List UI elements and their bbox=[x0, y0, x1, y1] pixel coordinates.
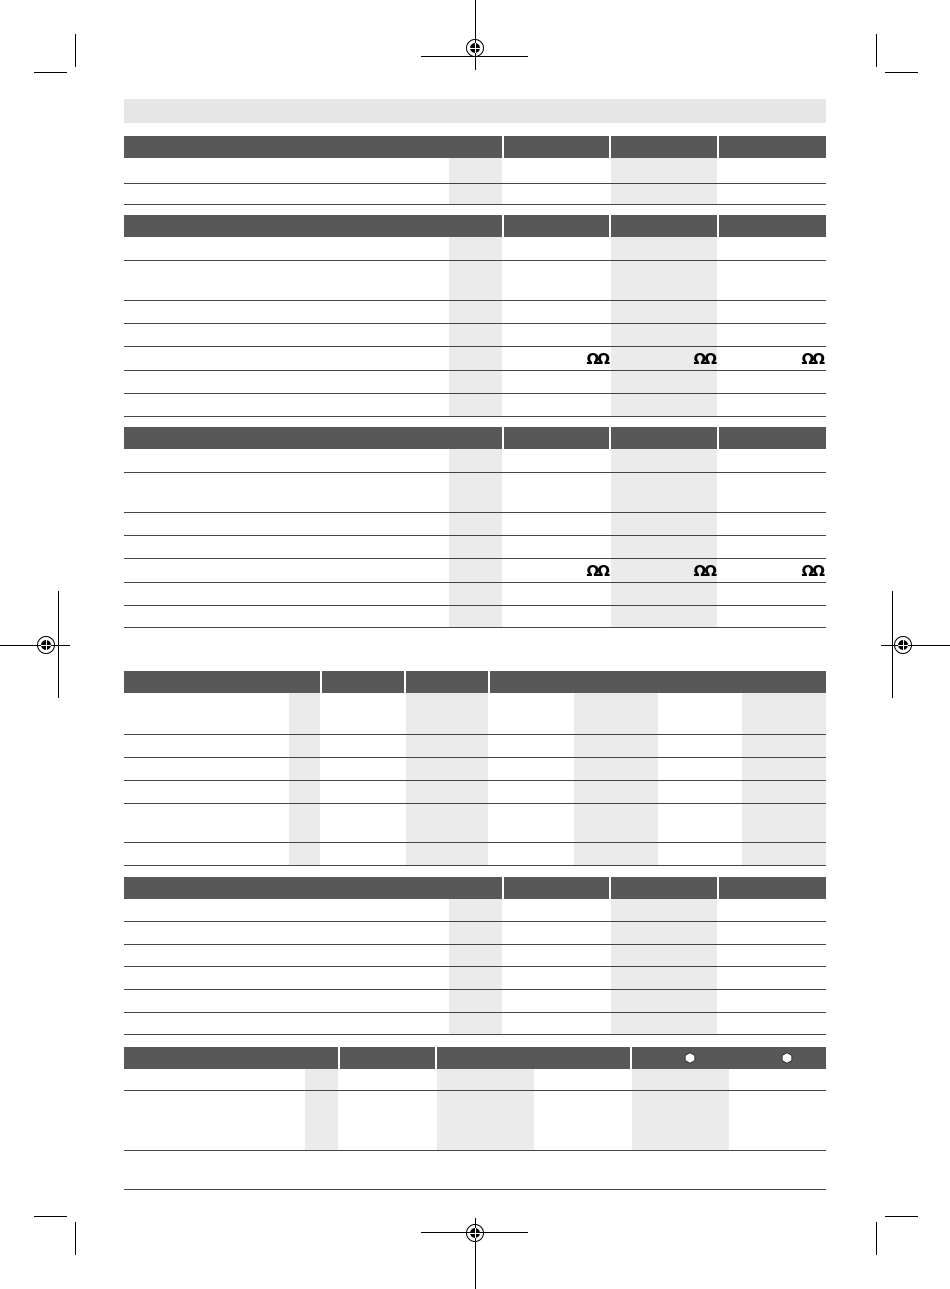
table-row bbox=[124, 1150, 826, 1151]
shaded-column bbox=[611, 449, 717, 627]
table-row bbox=[124, 535, 826, 536]
table-row bbox=[124, 865, 826, 866]
table-row bbox=[124, 944, 826, 945]
table-row bbox=[124, 921, 826, 922]
table-row bbox=[124, 605, 826, 606]
shaded-column bbox=[611, 158, 717, 204]
ohm-pair-icon: ΩΩ bbox=[801, 562, 823, 580]
registration-mark-right bbox=[894, 636, 912, 654]
hex-icon bbox=[781, 1052, 793, 1064]
registration-mark-bottom bbox=[466, 1224, 484, 1242]
table-row bbox=[124, 1034, 826, 1035]
table-header-row bbox=[124, 1047, 826, 1069]
table-row bbox=[124, 627, 826, 628]
ohm-pair-icon: ΩΩ bbox=[801, 350, 823, 368]
table-row bbox=[124, 558, 826, 559]
table-header-row bbox=[124, 136, 826, 158]
table-row bbox=[124, 323, 826, 324]
table-header-row bbox=[124, 671, 826, 693]
table-header-row bbox=[124, 877, 826, 899]
table-row bbox=[124, 989, 826, 990]
table-row bbox=[124, 734, 826, 735]
table-row bbox=[124, 780, 826, 781]
table-row bbox=[124, 1012, 826, 1013]
table-row bbox=[124, 346, 826, 347]
table-header-row bbox=[124, 215, 826, 237]
shaded-column bbox=[406, 693, 488, 865]
table-row bbox=[124, 842, 826, 843]
table-row bbox=[124, 204, 826, 205]
shaded-column bbox=[742, 693, 826, 865]
unit-column bbox=[289, 693, 320, 865]
table-row bbox=[124, 582, 826, 583]
shaded-column bbox=[437, 1069, 534, 1150]
ohm-pair-icon: ΩΩ bbox=[693, 350, 715, 368]
table-row bbox=[124, 966, 826, 967]
table-row bbox=[124, 757, 826, 758]
table-row bbox=[124, 260, 826, 261]
registration-mark-left bbox=[37, 636, 55, 654]
unit-column bbox=[449, 237, 502, 416]
shaded-column bbox=[632, 1069, 729, 1150]
unit-column bbox=[449, 158, 502, 204]
ohm-pair-icon: ΩΩ bbox=[693, 562, 715, 580]
table-row bbox=[124, 472, 826, 473]
unit-column bbox=[305, 1069, 338, 1150]
table-row bbox=[124, 803, 826, 804]
table-row bbox=[124, 300, 826, 301]
shaded-column bbox=[611, 237, 717, 416]
registration-mark-top bbox=[466, 39, 484, 57]
table-header-row bbox=[124, 427, 826, 449]
ohm-pair-icon: ΩΩ bbox=[586, 562, 608, 580]
shaded-column bbox=[574, 693, 658, 865]
ohm-pair-icon: ΩΩ bbox=[586, 350, 608, 368]
table-row bbox=[124, 416, 826, 417]
table-row bbox=[124, 393, 826, 394]
unit-column bbox=[449, 449, 502, 627]
table-row bbox=[124, 1189, 826, 1190]
table-row bbox=[124, 512, 826, 513]
hex-icon bbox=[684, 1052, 696, 1064]
table-row bbox=[124, 183, 826, 184]
page-header-band bbox=[124, 99, 826, 123]
table-row bbox=[124, 370, 826, 371]
table-row bbox=[124, 1090, 826, 1091]
